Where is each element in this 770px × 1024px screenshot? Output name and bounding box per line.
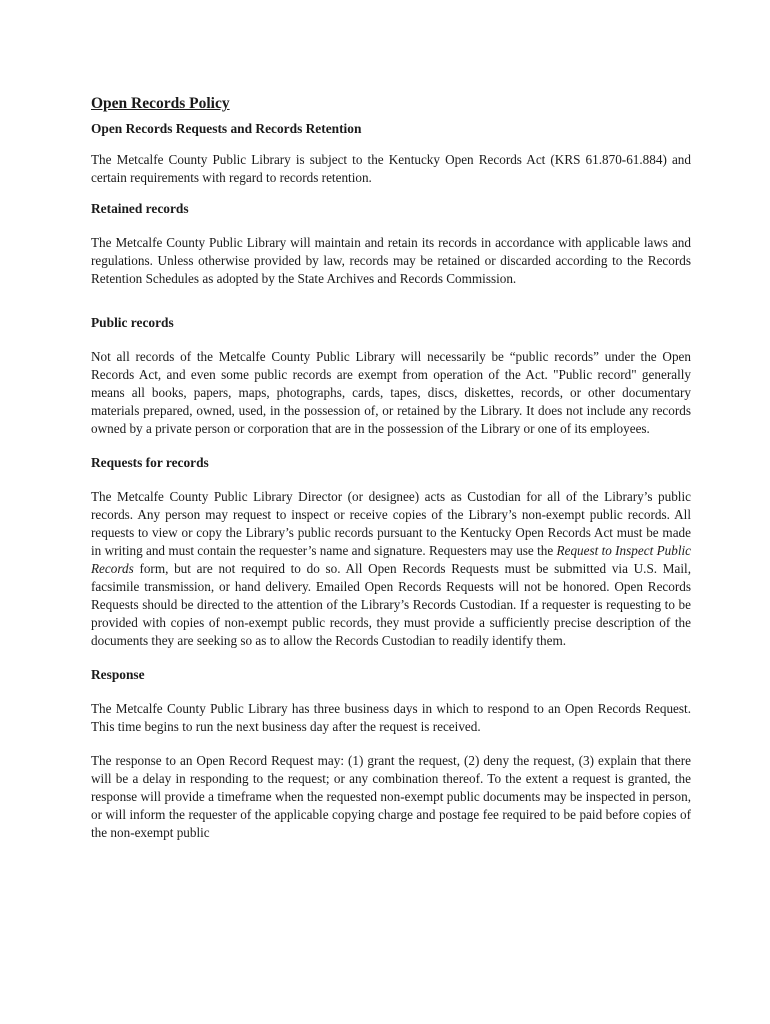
retained-records-heading: Retained records: [91, 201, 189, 216]
public-records-heading: Public records: [91, 315, 174, 330]
requests-for-records-paragraph: [91, 488, 691, 650]
response-paragraph-2: The response to an Open Record Request may: (1) grant the request, (2) deny the request, (3) explain that there will be a delay in responding to the request; or any combination thereof. To the extent a request is granted, the response will provide a timeframe when the requested non-exempt public documents may be inspected in person, or will inform the requester of the applicable copying charge and postage fee required to be paid before copies of the non-exempt public: [91, 753, 691, 840]
document-page: [91, 94, 691, 842]
response-heading: Response: [91, 667, 145, 682]
requests-text-part2: form, but are not required to do so. All Open Records Requests must be submitted via U.S. Mail, facsimile transmission, or hand delivery. Emailed Open Records Requests will not be honored. Open Records Requests should be directed to the attention of the Library’s Records Custodian. If a requester is requesting to be provided with copies of non-exempt public records, they must provide a sufficiently precise description of the documents they are seeking so as to allow the Records Custodian to readily identify them.: [91, 561, 691, 648]
document-subtitle: Open Records Requests and Records Retention: [91, 121, 362, 136]
retained-records-paragraph: The Metcalfe County Public Library will maintain and retain its records in accordance with applicable laws and regulations. Unless otherwise provided by law, records may be retained or discarded according to the Records Retention Schedules as adopted by the State Archives and Records Commission.: [91, 235, 691, 286]
public-records-paragraph: Not all records of the Metcalfe County Public Library will necessarily be “public records” under the Open Records Act, and even some public records are exempt from operation of the Act. "Public record" generally means all books, papers, maps, photographs, cards, tapes, discs, diskettes, records, or other documentary materials prepared, owned, used, in the possession of, or retained by the Library. It does not include any records owned by a private person or corporation that are in the possession of the Library or one of its employees.: [91, 349, 691, 436]
requests-text-part1: The Metcalfe County Public Library Director (or designee) acts as Custodian for all of the Library’s public records. Any person may request to inspect or receive copies of the Library’s non-exempt public records. All requests to view or copy the Library’s public records pursuant to the Kentucky Open Records Act must be made in writing and must contain the requester’s name and signature. Requesters may use the: [91, 489, 691, 558]
request-form-name: Request to Inspect Public Records: [91, 543, 691, 576]
response-paragraph-1: The Metcalfe County Public Library has three business days in which to respond to an Open Records Request. This time begins to run the next business day after the request is received.: [91, 701, 691, 734]
document-title: Open Records Policy: [91, 95, 230, 112]
requests-for-records-heading: Requests for records: [91, 455, 209, 470]
intro-paragraph: The Metcalfe County Public Library is subject to the Kentucky Open Records Act (KRS 61.870-61.884) and certain requirements with regard to records retention.: [91, 152, 691, 185]
